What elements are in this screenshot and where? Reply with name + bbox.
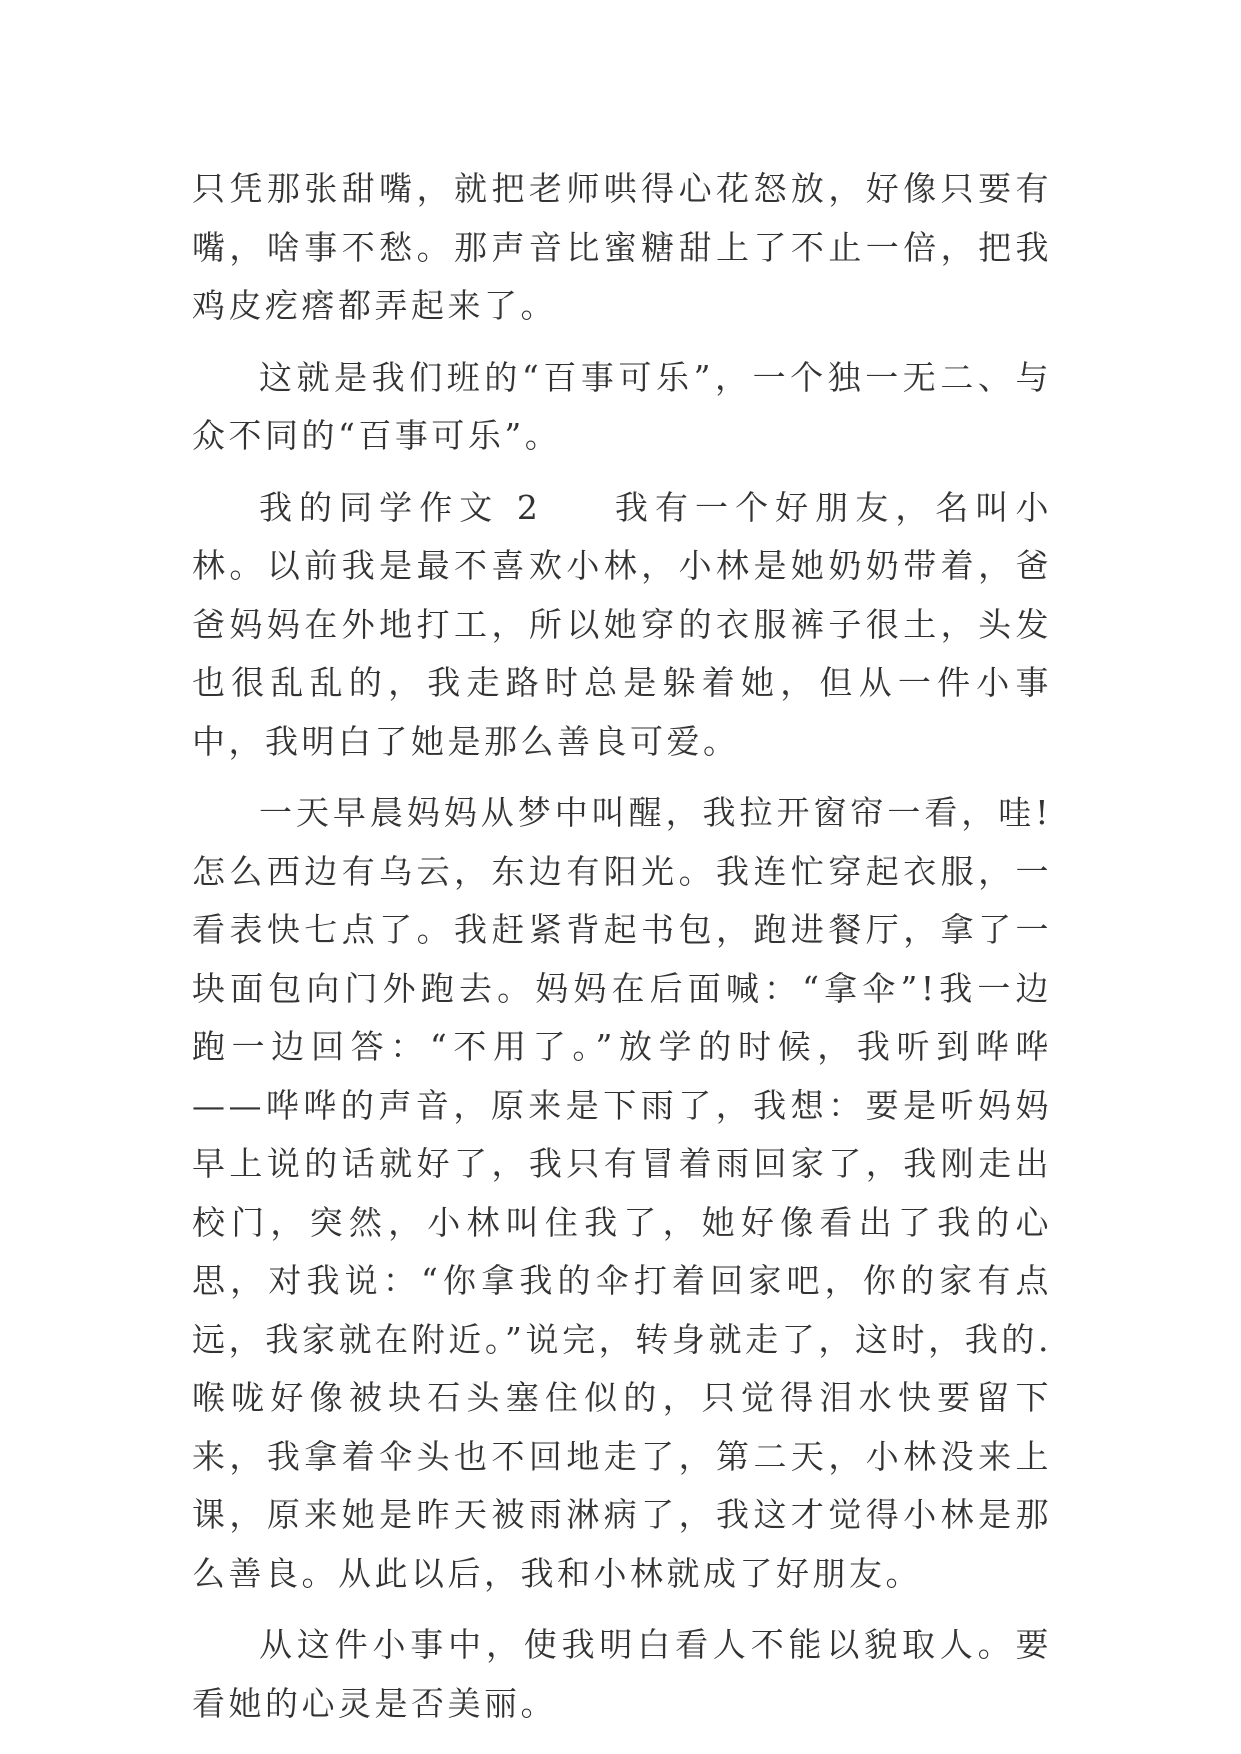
paragraph-3-text: 我有一个好朋友，名叫小林。以前我是最不喜欢小林，小林是她奶奶带着，爸爸妈妈在外地打工，所以她穿的衣服裤子很土，头发也很乱乱的，我走路时总是躲着她，但从一件小事中，我明白了她是那么善良可爱。: [192, 487, 1052, 761]
paragraph-3: [192, 479, 1052, 772]
section-heading: 我的同学作文 2: [259, 487, 542, 527]
paragraph-2: 这就是我们班的“百事可乐”，一个独一无二、与众不同的“百事可乐”。: [192, 357, 1052, 455]
paragraph-4: 一天早晨妈妈从梦中叫醒，我拉开窗帘一看，哇!怎么西边有乌云，东边有阳光。我连忙穿起衣服，一看表快七点了。我赶紧背起书包，跑进餐厅，拿了一块面包向门外跑去。妈妈在后面喊：“拿伞”!我一边跑一边回答：“不用了。”放学的时候，我听到哗哗——哗哗的声音，原来是下雨了，我想：要是听妈妈早上说的话就好了，我只有冒着雨回家了，我刚走出校门，突然，小林叫住我了，她好像看出了我的心思，对我说：“你拿我的伞打着回家吧，你的家有点远，我家就在附近。”说完，转身就走了，这时，我的.喉咙好像被块石头塞住似的，只觉得泪水快要留下来，我拿着伞头也不回地走了，第二天，小林没来上课，原来她是昨天被雨淋病了，我这才觉得小林是那么善良。从此以后，我和小林就成了好朋友。: [192, 793, 1052, 1593]
paragraph-1: 只凭那张甜嘴，就把老师哄得心花怒放，好像只要有嘴，啥事不愁。那声音比蜜糖甜上了不止一倍，把我鸡皮疙瘩都弄起来了。: [192, 169, 1052, 325]
paragraph-5: 从这件小事中，使我明白看人不能以貌取人。要看她的心灵是否美丽。: [192, 1625, 1052, 1723]
document-body: [192, 160, 1052, 1746]
